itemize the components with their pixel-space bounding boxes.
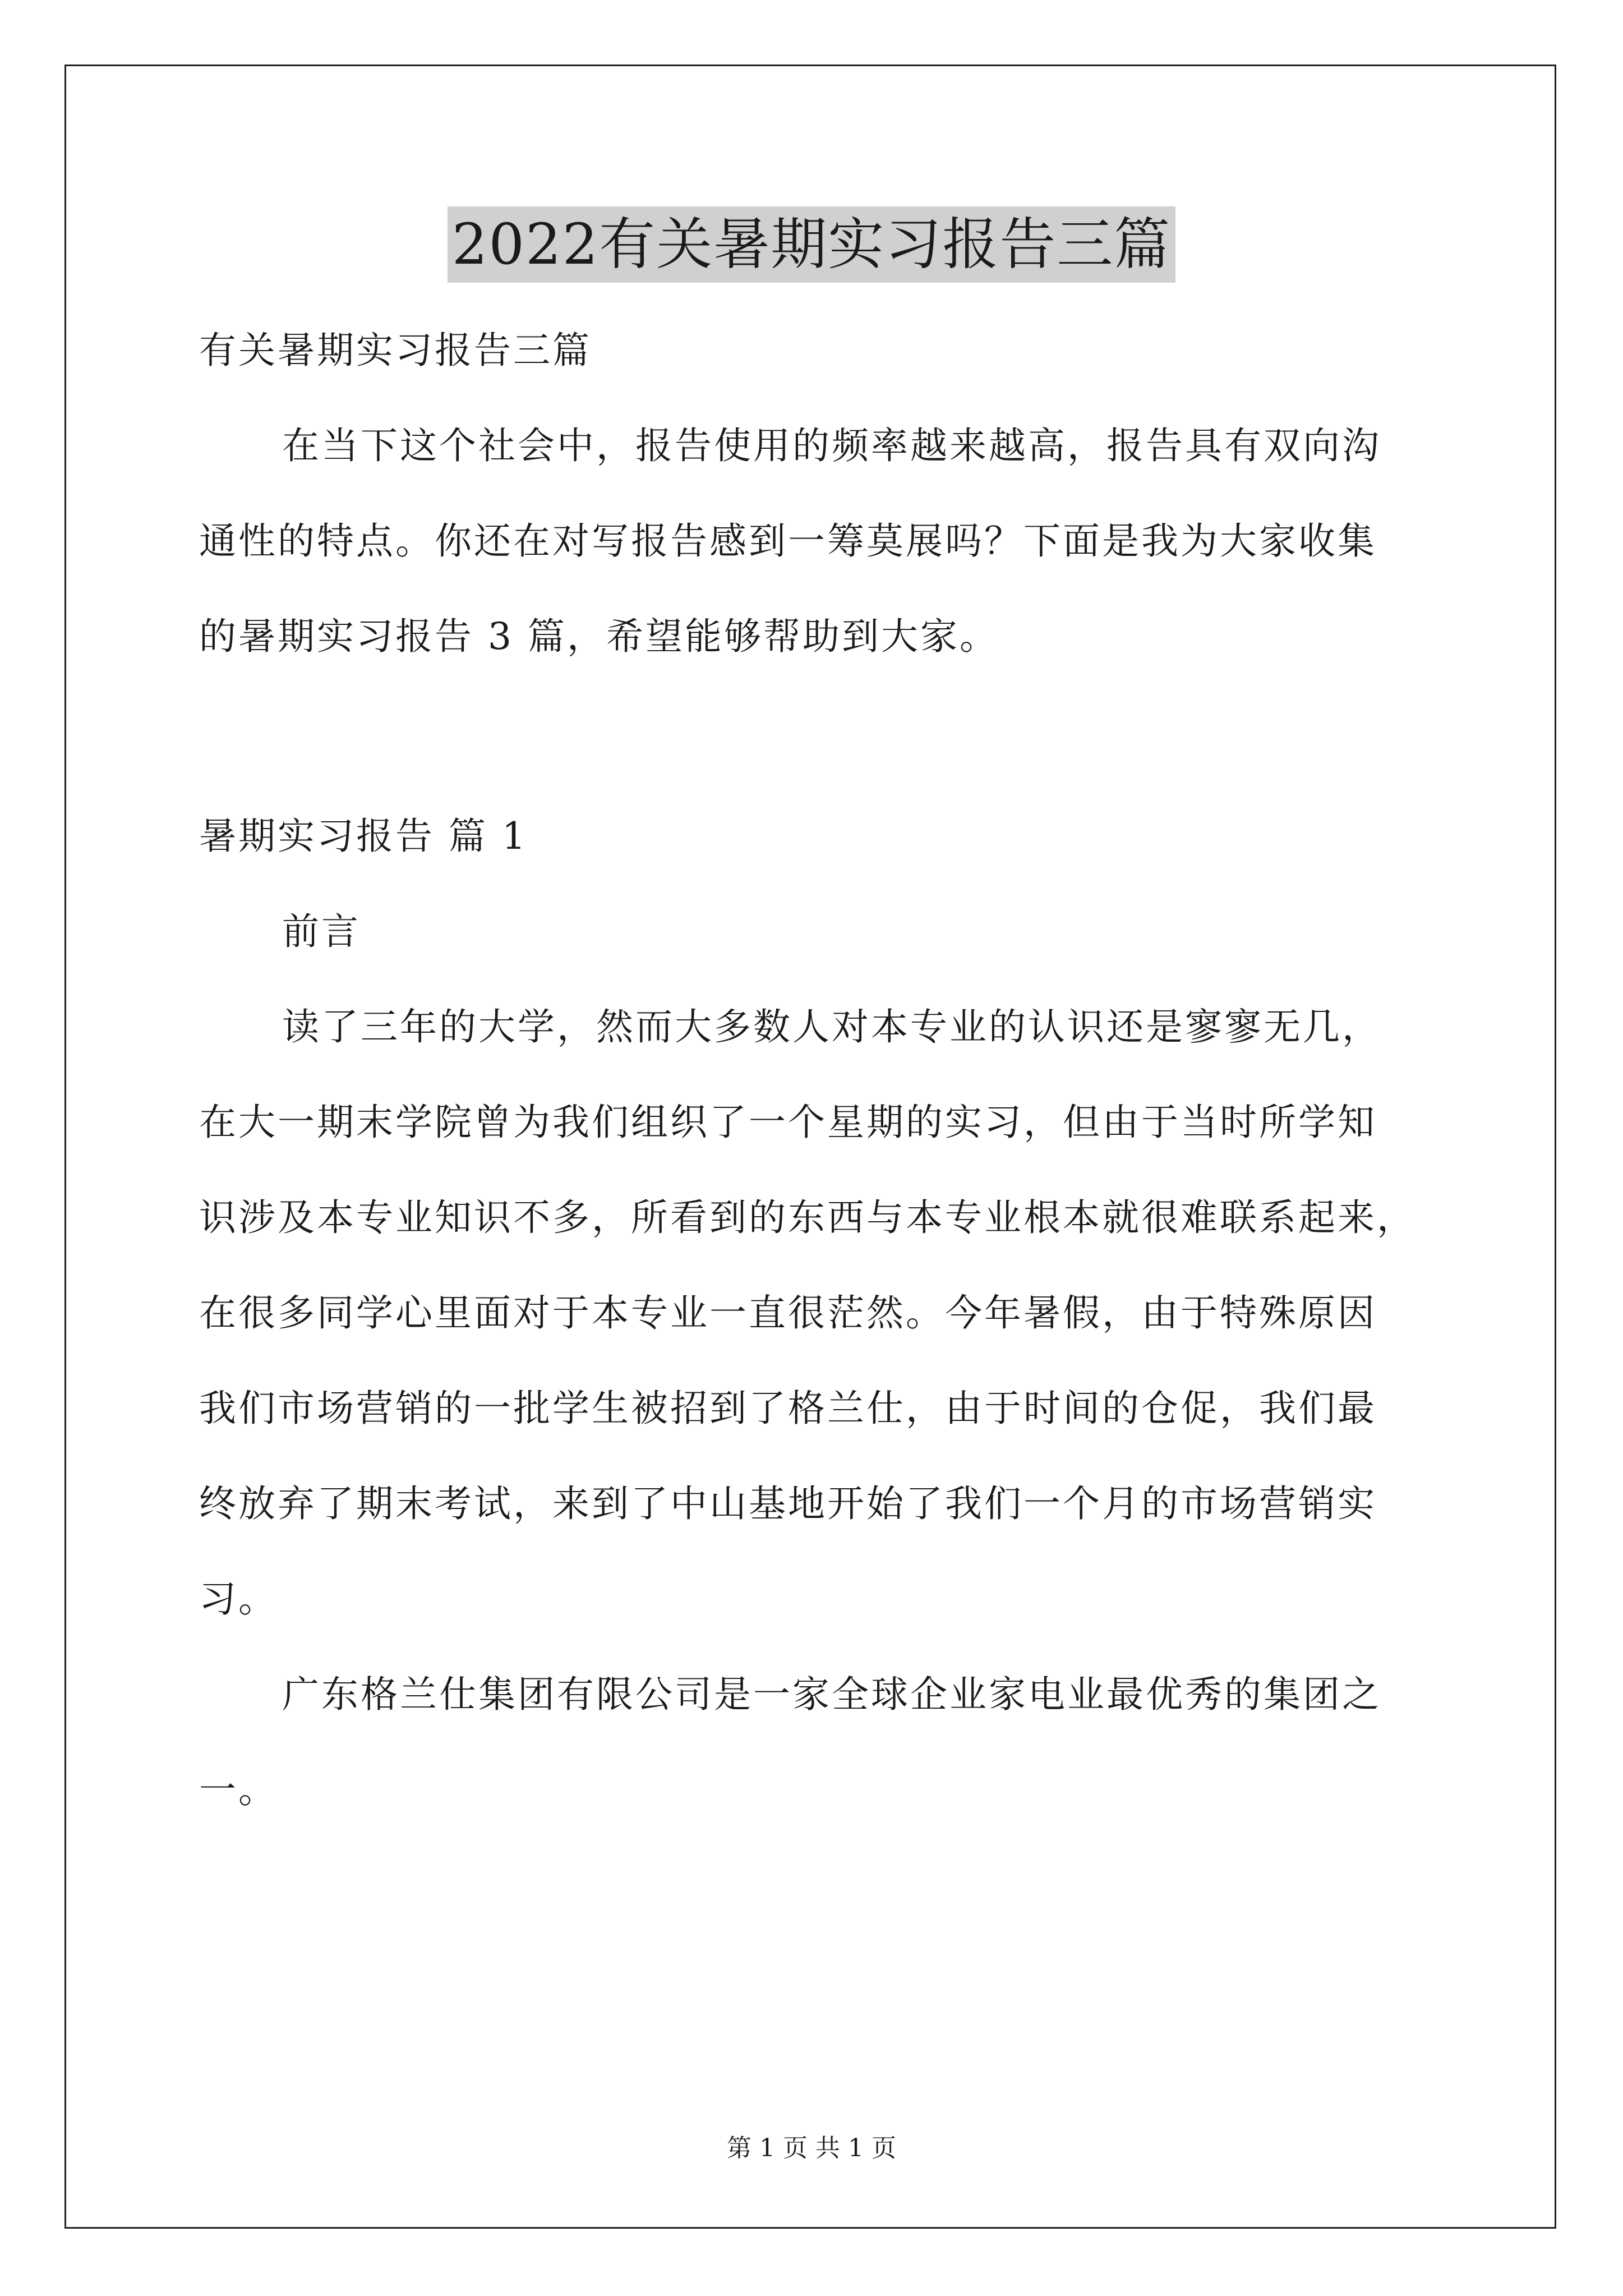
body-line: 识涉及本专业知识不多，所看到的东西与本专业根本就很难联系起来， (199, 1196, 1416, 1239)
intro-line: 在当下这个社会中，报告使用的频率越来越高，报告具有双向沟 (282, 424, 1381, 467)
intro-line: 的暑期实习报告 3 篇，希望能够帮助到大家。 (199, 615, 999, 658)
title-container (0, 206, 1623, 283)
body-line: 一。 (199, 1768, 278, 1811)
body-line: 在很多同学心里面对于本专业一直很茫然。今年暑假，由于特殊原因 (199, 1291, 1377, 1335)
spacer (199, 684, 1433, 789)
document-body (199, 303, 1433, 1838)
page-footer: 第 1 页 共 1 页 (727, 2134, 896, 2162)
preface-label: 前言 (282, 910, 361, 953)
document-title: 2022有关暑期实习报告三篇 (448, 206, 1176, 283)
intro-line: 通性的特点。你还在对写报告感到一筹莫展吗？下面是我为大家收集 (199, 519, 1377, 563)
body-line: 读了三年的大学，然而大多数人对本专业的认识还是寥寥无几， (282, 1005, 1381, 1048)
body-line: 终放弃了期末考试，来到了中山基地开始了我们一个月的市场营销实 (199, 1482, 1377, 1525)
body-line: 习。 (199, 1577, 278, 1621)
subtitle: 有关暑期实习报告三篇 (199, 329, 592, 372)
body-line: 广东格兰仕集团有限公司是一家全球企业家电业最优秀的集团之 (282, 1673, 1381, 1716)
body-line: 在大一期末学院曾为我们组织了一个星期的实习，但由于当时所学知 (199, 1101, 1377, 1144)
body-line: 我们市场营销的一批学生被招到了格兰仕，由于时间的仓促，我们最 (199, 1387, 1377, 1430)
section-heading: 暑期实习报告 篇 1 (199, 815, 528, 858)
